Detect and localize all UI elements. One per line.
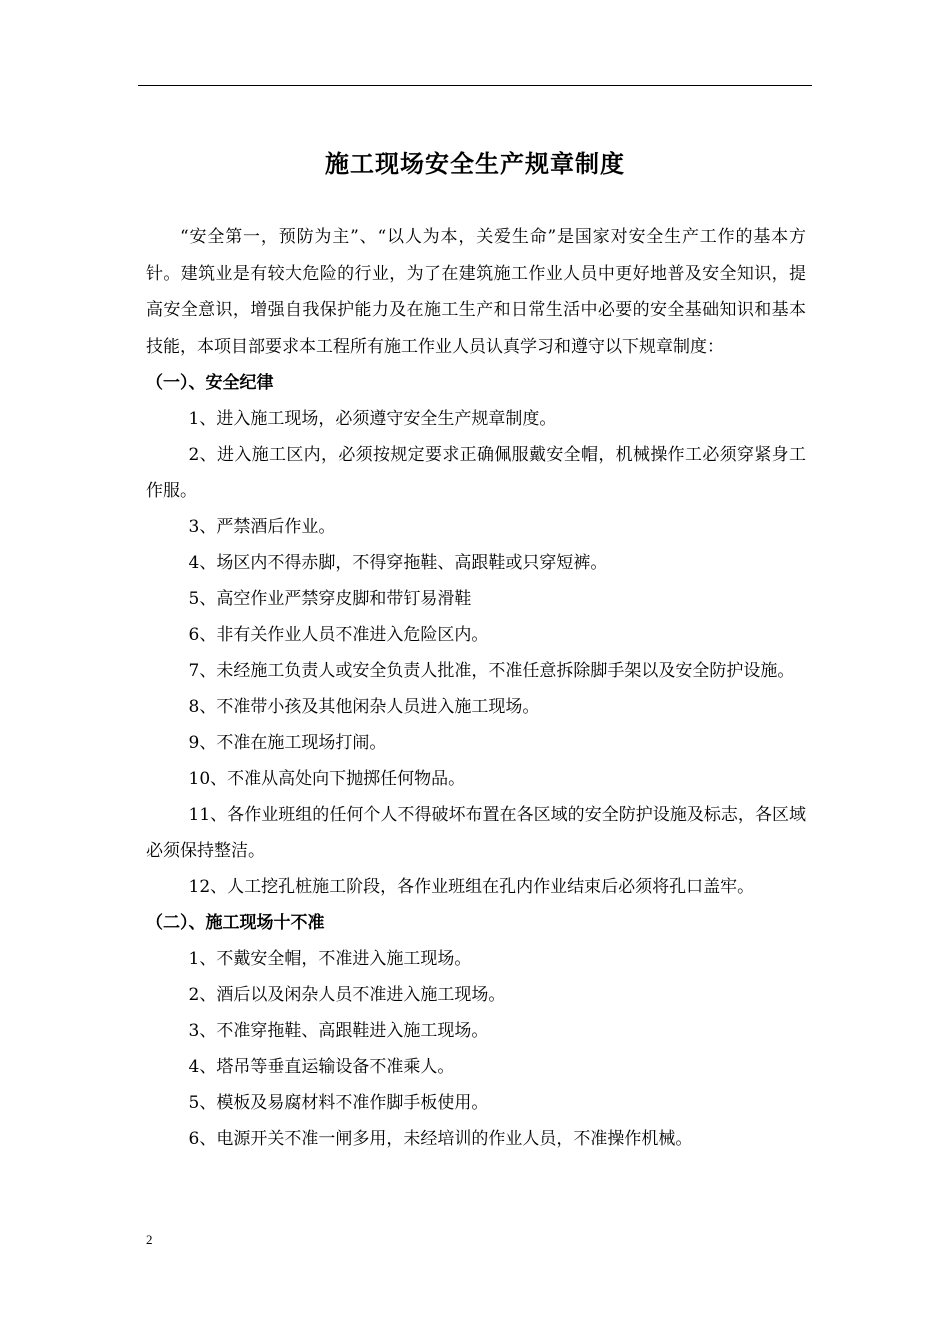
section-heading: （二）、施工现场十不准	[146, 913, 325, 933]
list-item: 10、不准从高处向下抛掷任何物品。	[188, 769, 466, 789]
list-item: 1、不戴安全帽，不准进入施工现场。	[188, 949, 472, 969]
page-number: 2	[146, 1232, 153, 1247]
list-item: 2、酒后以及闲杂人员不准进入施工现场。	[188, 985, 506, 1005]
section-heading: （一）、安全纪律	[146, 373, 274, 393]
list-item: 1、进入施工现场，必须遵守安全生产规章制度。	[188, 409, 557, 429]
list-item: 6、非有关作业人员不准进入危险区内。	[188, 625, 489, 645]
section-site-ten-prohibitions	[146, 905, 806, 1157]
list-item: 6、电源开关不准一闸多用，未经培训的作业人员，不准操作机械。	[188, 1129, 693, 1149]
list-item: 3、严禁酒后作业。	[188, 517, 336, 537]
list-item: 2、进入施工区内，必须按规定要求正确佩服戴安全帽，机械操作工必须穿紧身工作服。	[146, 445, 806, 501]
intro-paragraph: “安全第一，预防为主”、“以人为本，关爱生命”是国家对安全生产工作的基本方针。建筑业是有较大危险的行业，为了在建筑施工作业人员中更好地普及安全知识，提高安全意识，增强自我保护能力及在施工生产和日常生活中必要的安全基础知识和基本技能，本项目部要求本工程所有施工作业人员认真学习和遵守以下规章制度：	[146, 227, 806, 357]
list-item: 7、未经施工负责人或安全负责人批准，不准任意拆除脚手架以及安全防护设施。	[188, 661, 795, 681]
list-item: 12、人工挖孔桩施工阶段，各作业班组在孔内作业结束后必须将孔口盖牢。	[188, 877, 755, 897]
list-item: 8、不准带小孩及其他闲杂人员进入施工现场。	[188, 697, 540, 717]
list-item: 5、模板及易腐材料不准作脚手板使用。	[188, 1093, 489, 1113]
list-item: 4、场区内不得赤脚，不得穿拖鞋、高跟鞋或只穿短裤。	[188, 553, 608, 573]
section-safety-discipline	[146, 365, 806, 905]
list-item: 4、塔吊等垂直运输设备不准乘人。	[188, 1057, 455, 1077]
document-body	[146, 219, 806, 1157]
list-item: 5、高空作业严禁穿皮脚和带钉易滑鞋	[188, 589, 472, 609]
list-item: 3、不准穿拖鞋、高跟鞋进入施工现场。	[188, 1021, 489, 1041]
header-rule	[138, 85, 812, 86]
list-item: 11、各作业班组的任何个人不得破坏布置在各区域的安全防护设施及标志，各区域必须保持整洁。	[146, 805, 806, 861]
list-item: 9、不准在施工现场打闹。	[188, 733, 387, 753]
page-title: 施工现场安全生产规章制度	[325, 150, 625, 179]
